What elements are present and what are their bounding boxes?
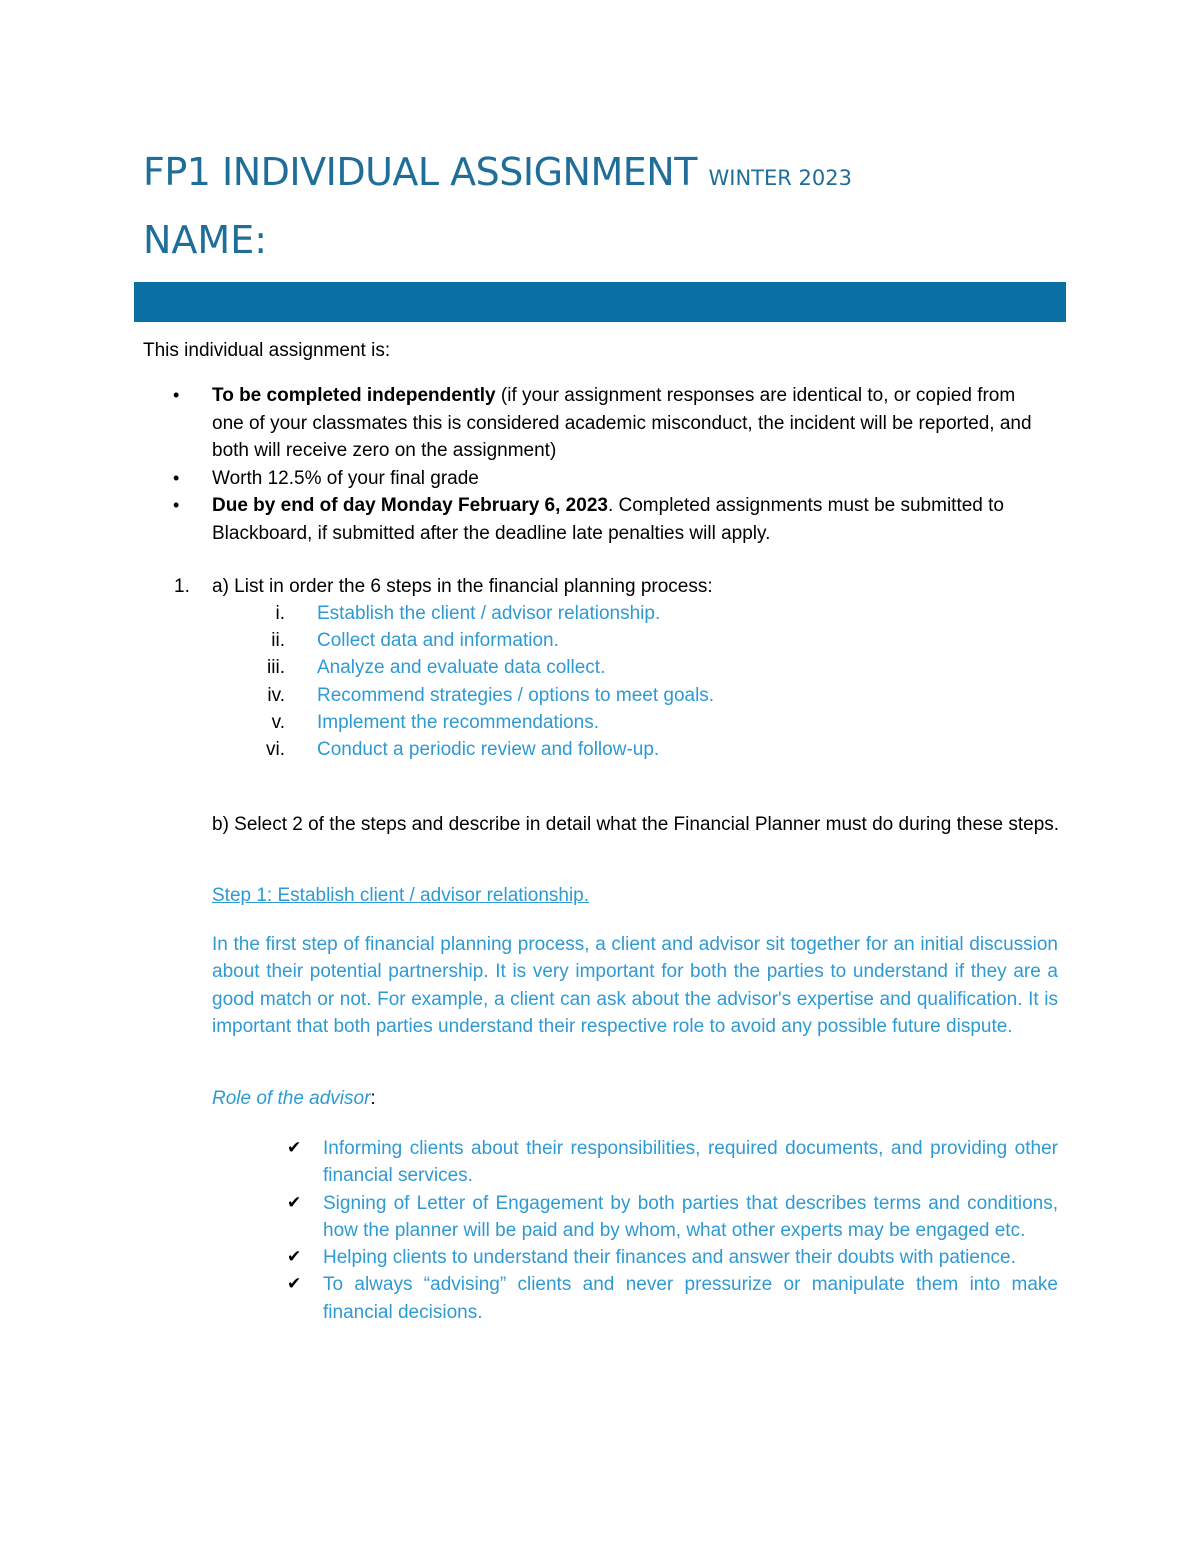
step-text: Conduct a periodic review and follow-up. bbox=[317, 739, 660, 761]
step-text: Recommend strategies / options to meet goals. bbox=[317, 684, 715, 706]
role-item-text: To always “advising” clients and never pressurize or manipulate them into make financial decisions. bbox=[323, 1274, 1058, 1323]
bullet-text: . Completed assignments must be submitted to Blackboard, if submitted after the deadline late penalties will apply. bbox=[212, 495, 1004, 544]
role-item-text: Signing of Letter of Engagement by both parties that describes terms and conditions, how the planner will be paid and by whom, what other experts may be engaged etc. bbox=[323, 1192, 1058, 1241]
list-item bbox=[240, 736, 940, 763]
bullet-text: (if your assignment responses are identical to, or copied from one of your classmates this is considered academic misconduct, the incident will be reported, and both will receive zero on the assignment) bbox=[212, 385, 1032, 461]
answer-paragraph: In the first step of financial planning process, a client and advisor sit together for an initial discussion about their potential partnership. It is very important for both the parties to understand if they are a good match or not. For example, a client can ask about the advisor's expertise and qualification. It is important that both parties understand their respective role to avoid any possible future dispute. bbox=[212, 934, 1058, 1037]
bullet-bold: To be completed independently bbox=[212, 385, 496, 406]
list-item bbox=[173, 465, 1033, 493]
roman-numeral: ii. bbox=[271, 630, 285, 652]
role-heading bbox=[212, 1088, 376, 1110]
list-item bbox=[240, 654, 940, 681]
role-item-text: Helping clients to understand their finances and answer their doubts with patience. bbox=[323, 1247, 1016, 1269]
list-item bbox=[240, 600, 940, 627]
roman-numeral: vi. bbox=[266, 739, 285, 761]
bullet-text: Worth 12.5% of your final grade bbox=[212, 467, 479, 489]
question-1-part-a bbox=[174, 573, 713, 600]
step-text: Implement the recommendations. bbox=[317, 711, 599, 733]
bullet-icon: • bbox=[173, 467, 180, 488]
question-1-part-b: b) Select 2 of the steps and describe in detail what the Financial Planner must do during these steps. bbox=[212, 814, 1060, 835]
role-colon: : bbox=[370, 1088, 376, 1109]
list-item bbox=[287, 1190, 1058, 1245]
bullet-icon: • bbox=[173, 495, 180, 515]
steps-list bbox=[240, 600, 940, 763]
list-item bbox=[173, 382, 1033, 465]
checkmark-icon: ✔ bbox=[287, 1138, 302, 1158]
list-item bbox=[287, 1271, 1058, 1326]
checkmark-icon: ✔ bbox=[287, 1274, 302, 1295]
list-item bbox=[173, 492, 1033, 547]
role-list bbox=[287, 1135, 1058, 1326]
list-item bbox=[240, 709, 940, 736]
bullet-icon: • bbox=[173, 385, 180, 405]
header-divider-bar bbox=[134, 282, 1066, 322]
checkmark-icon: ✔ bbox=[287, 1192, 302, 1213]
roman-numeral: iv. bbox=[267, 684, 285, 706]
term-label: WINTER 2023 bbox=[708, 166, 852, 190]
step-text: Establish the client / advisor relationship. bbox=[317, 603, 661, 624]
roman-numeral: v. bbox=[271, 711, 285, 733]
list-item bbox=[287, 1244, 1058, 1271]
bullet-bold: Due by end of day Monday February 6, 2023 bbox=[212, 495, 608, 516]
role-item-text: Informing clients about their responsibilities, required documents, and providing other financial services. bbox=[323, 1138, 1058, 1187]
list-item bbox=[240, 682, 940, 709]
checkmark-icon: ✔ bbox=[287, 1247, 302, 1268]
step-text: Analyze and evaluate data collect. bbox=[317, 657, 606, 679]
roman-numeral: i. bbox=[275, 603, 285, 624]
question-number: 1. bbox=[174, 576, 190, 597]
step-text: Collect data and information. bbox=[317, 630, 559, 652]
title-main: FP1 INDIVIDUAL ASSIGNMENT bbox=[143, 150, 697, 194]
document-title bbox=[143, 150, 852, 194]
requirements-list bbox=[173, 382, 1033, 547]
answer-step-heading: Step 1: Establish client / advisor relationship. bbox=[212, 885, 590, 906]
roman-numeral: iii. bbox=[267, 657, 285, 679]
name-label: NAME: bbox=[143, 218, 268, 262]
list-item bbox=[287, 1135, 1058, 1190]
role-label: Role of the advisor bbox=[212, 1088, 371, 1109]
intro-text: This individual assignment is: bbox=[143, 340, 391, 361]
list-item bbox=[240, 627, 940, 654]
question-text: a) List in order the 6 steps in the financial planning process: bbox=[212, 576, 713, 597]
